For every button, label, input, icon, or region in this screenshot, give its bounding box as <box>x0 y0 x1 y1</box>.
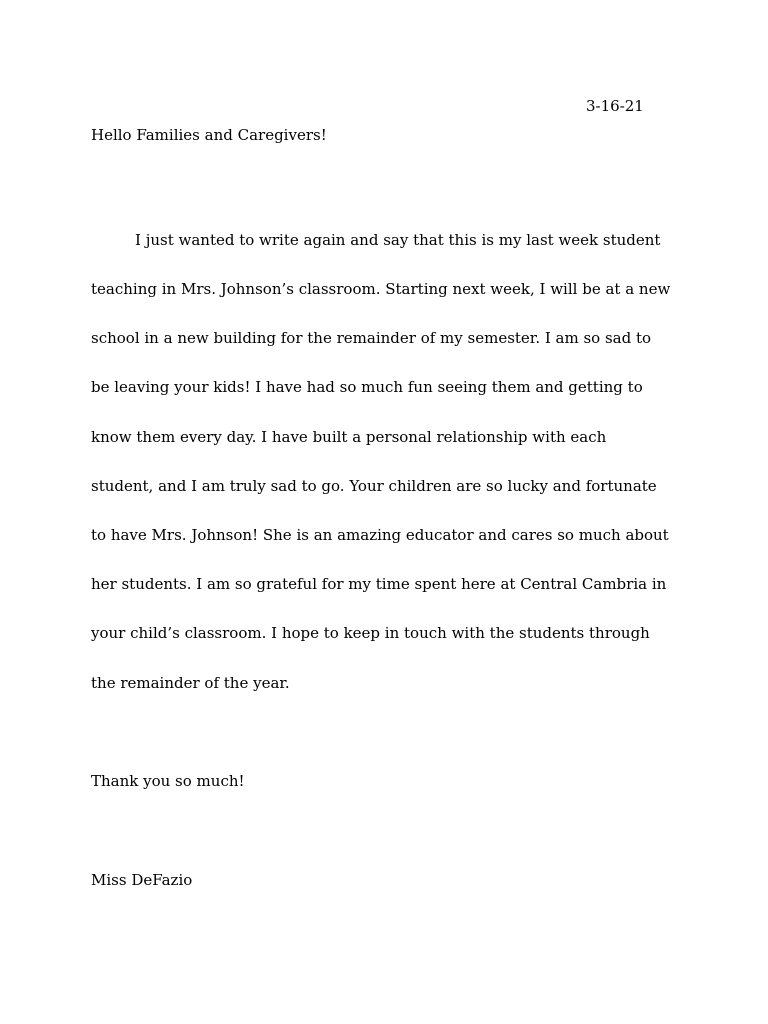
letter-greeting: Hello Families and Caregivers! <box>91 126 327 144</box>
body-line: know them every day. I have built a personal relationship with each <box>91 428 607 446</box>
letter-date: 3-16-21 <box>586 97 644 115</box>
body-line: her students. I am so grateful for my time spent here at Central Cambria in <box>91 575 667 593</box>
body-line: student, and I am truly sad to go. Your children are so lucky and fortunate <box>91 477 657 495</box>
letter-signature: Miss DeFazio <box>91 871 193 889</box>
body-line: your child’s classroom. I hope to keep in touch with the students through <box>91 624 650 642</box>
body-line: the remainder of the year. <box>91 674 290 692</box>
letter-closing: Thank you so much! <box>91 772 245 790</box>
body-line: school in a new building for the remainder of my semester. I am so sad to <box>91 329 652 347</box>
body-line: teaching in Mrs. Johnson’s classroom. Starting next week, I will be at a new <box>91 280 671 298</box>
body-line: to have Mrs. Johnson! She is an amazing educator and cares so much about <box>91 526 669 544</box>
body-line: I just wanted to write again and say that this is my last week student <box>135 231 661 249</box>
body-line: be leaving your kids! I have had so much fun seeing them and getting to <box>91 378 643 396</box>
